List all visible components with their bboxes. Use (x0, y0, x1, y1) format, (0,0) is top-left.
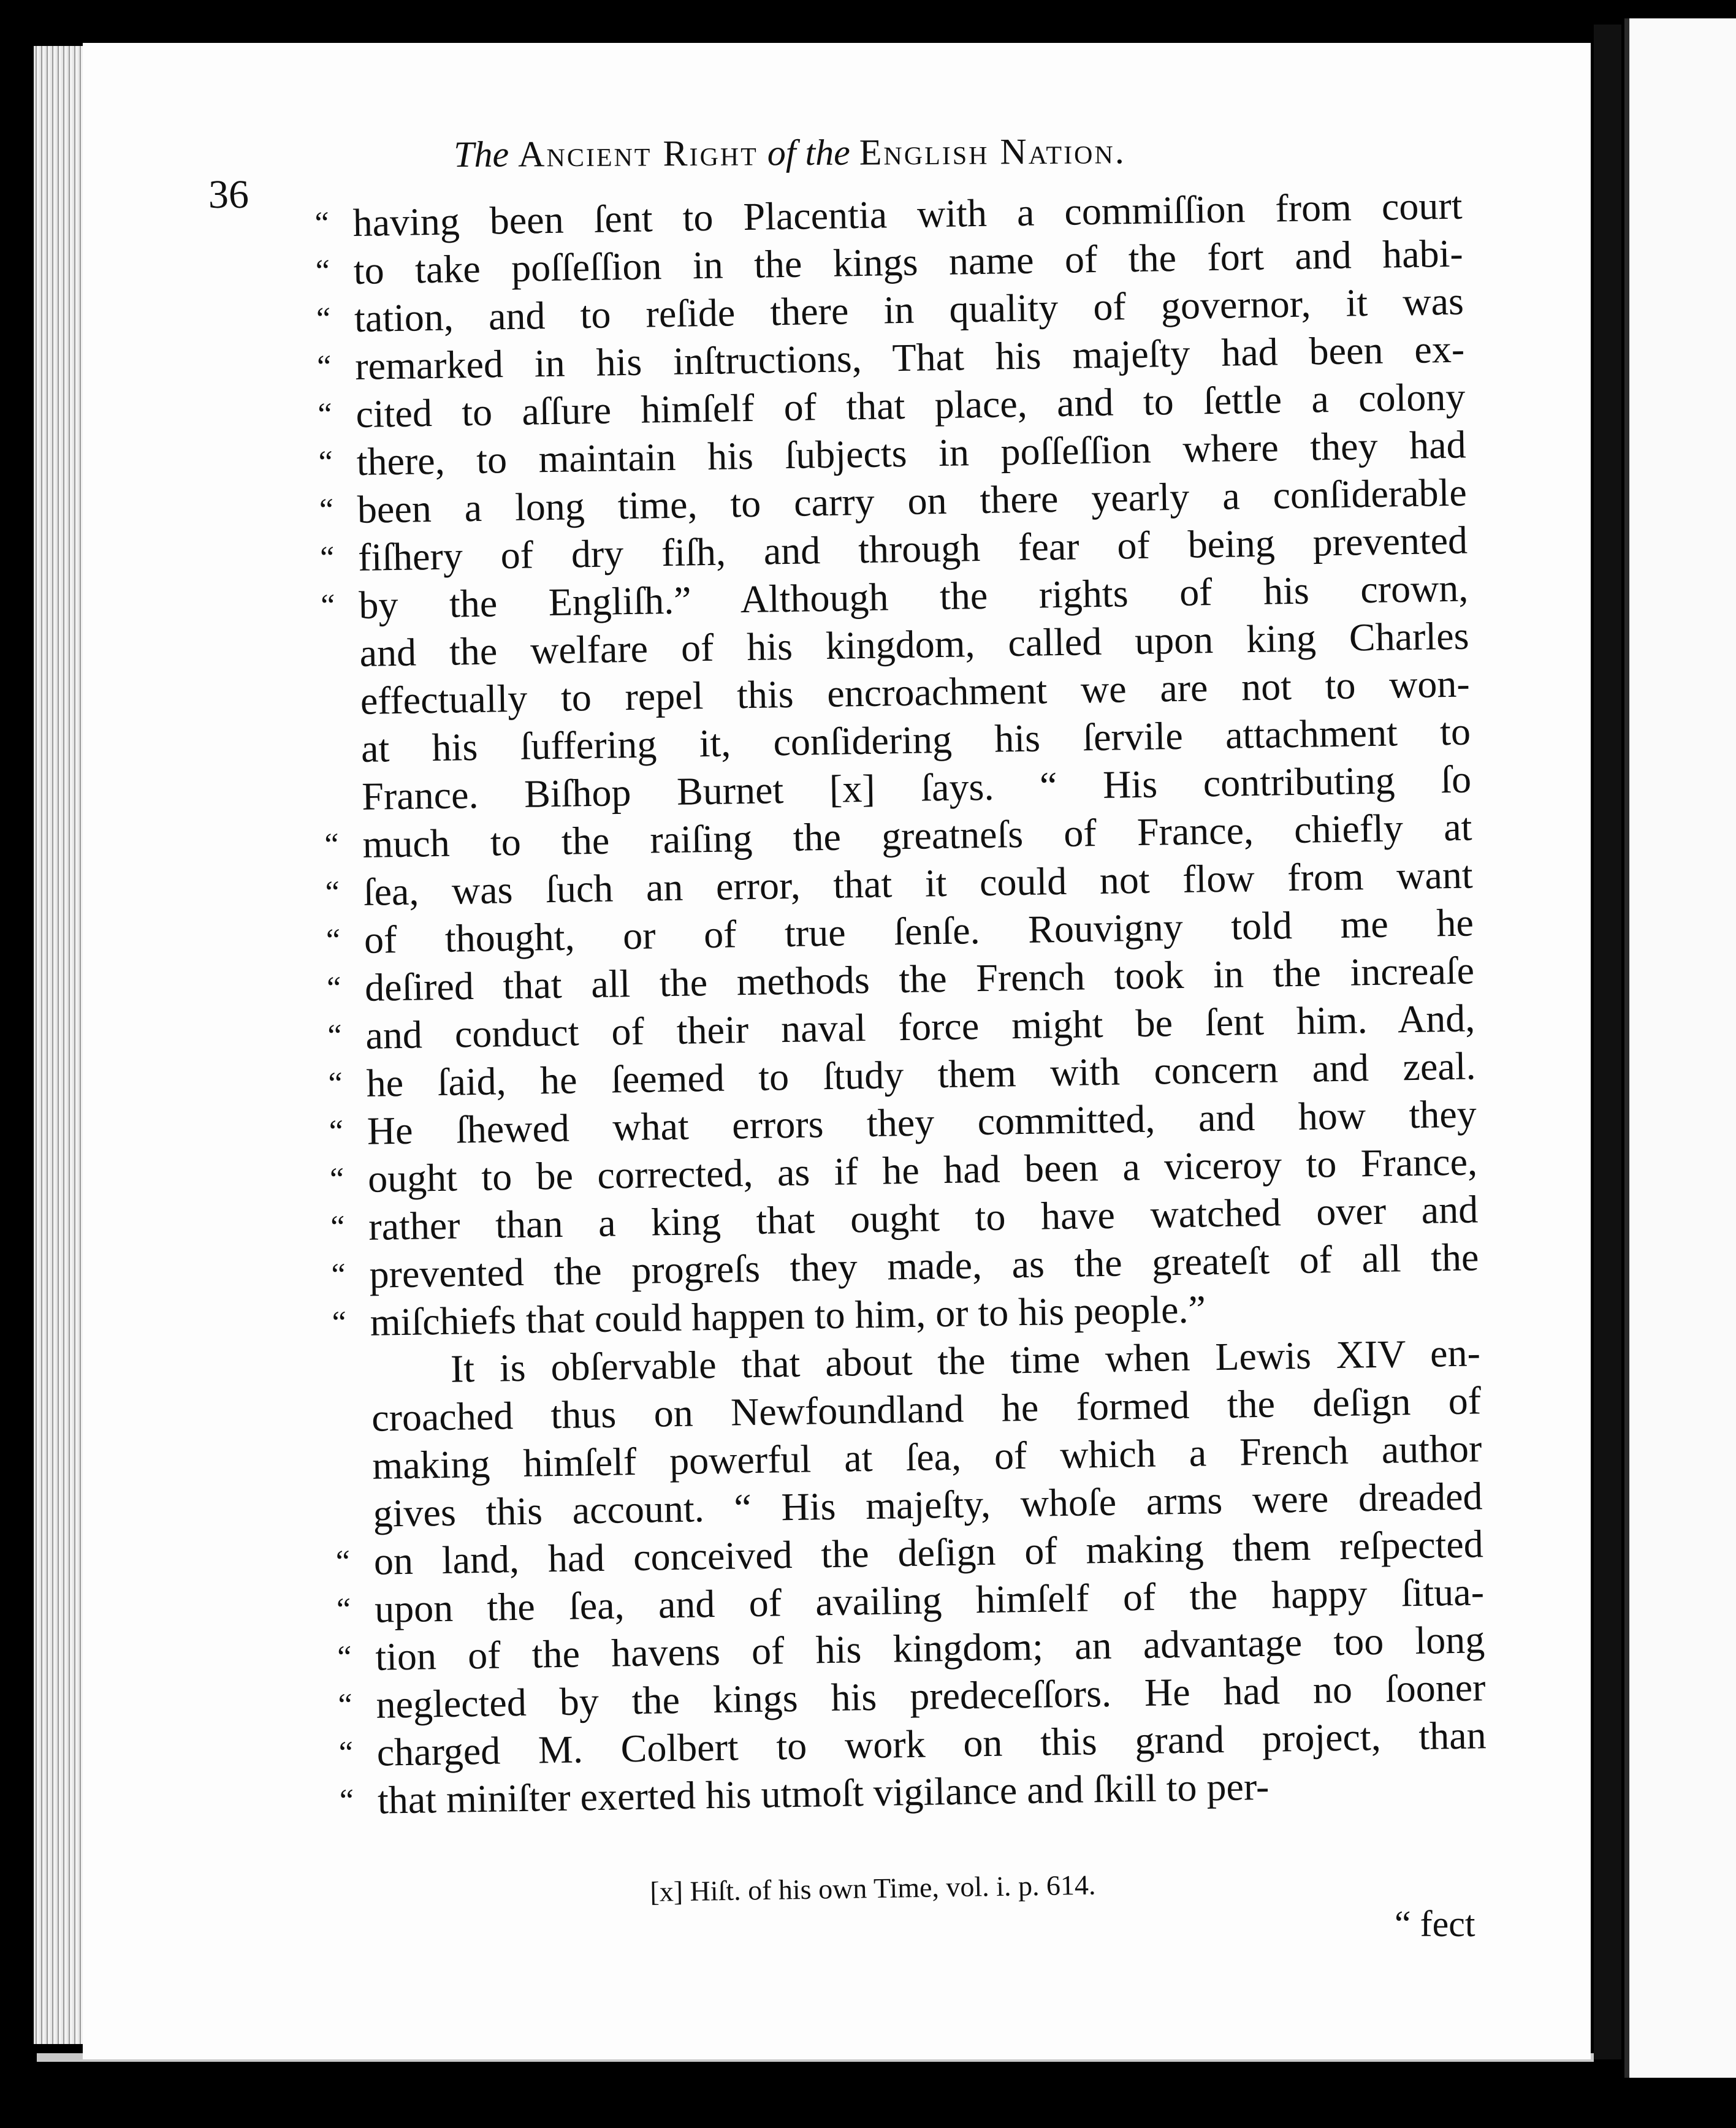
line-text: to take poſſeſſion in the kings name of the fort and habi- (353, 231, 1464, 292)
running-head-ancient-right: Ancient Right (518, 132, 758, 175)
quote-mark: “ (319, 540, 335, 576)
facing-page-edge (1624, 18, 1629, 2078)
quote-mark: “ (318, 397, 333, 432)
line-text: charged M. Colbert to work on this grand project, than (376, 1713, 1487, 1774)
quote-mark: “ (332, 1305, 347, 1340)
quote-mark: “ (329, 1161, 345, 1197)
quote-mark: “ (320, 588, 335, 623)
quote-mark: “ (338, 1687, 353, 1723)
catchword: “ fect (1395, 1904, 1475, 1944)
quote-mark: “ (330, 1209, 345, 1245)
running-head (454, 129, 1349, 176)
line-text: remarked in his inſtructions, That his majeſty had been ex- (354, 327, 1465, 388)
line-text: France. Biſhop Burnet [x] ſays. “ His contributing ſo (361, 757, 1472, 818)
line-text: having been ſent to Placentia with a commiſſion from court (352, 183, 1463, 245)
line-text: He ſhewed what errors they committed, and how they (367, 1092, 1477, 1153)
quote-mark: “ (337, 1640, 352, 1675)
line-text: ought to be corrected, as if he had been a viceroy to France, (367, 1139, 1478, 1201)
quote-mark: “ (326, 922, 341, 958)
quote-mark: “ (326, 970, 341, 1006)
running-head-the: The (454, 134, 509, 175)
page-edges (34, 46, 86, 2044)
line-text: much to the raiſing the greatneſs of France, chiefly at (362, 805, 1472, 866)
quote-mark: “ (316, 349, 332, 384)
line-text: by the Engliſh.” Although the rights of his crown, (358, 566, 1469, 627)
quote-mark: “ (315, 253, 330, 289)
line-text: tation, and to reſide there in quality of governor, it was (354, 279, 1464, 340)
line-text: gives this account. “ His majeſty, whoſe arms were dreaded (373, 1474, 1483, 1535)
line-text: making himſelf powerful at ſea, of which a French author (371, 1426, 1482, 1488)
page-number: 36 (208, 172, 249, 217)
line-text: that miniſter exerted his utmoſt vigilance and ſkill to per- (377, 1764, 1270, 1822)
line-text: prevented the progreſs they made, as the greateſt of all the (369, 1235, 1479, 1296)
quote-mark: “ (329, 1114, 344, 1149)
line-text: effectually to repel this encroachment we are not to won- (360, 661, 1471, 723)
line-text: there, to maintain his ſubjects in poſſeſſion where they had (356, 422, 1467, 484)
line-text: and conduct of their naval force might be ſent him. And, (365, 996, 1475, 1057)
line-text: he ſaid, he ſeemed to ſtudy them with concern and zeal. (366, 1044, 1476, 1105)
running-head-english-nation: English Nation. (859, 131, 1126, 173)
line-text: and the welfare of his kingdom, called upon king Charles (359, 614, 1469, 675)
quote-mark: “ (318, 444, 333, 480)
quote-mark: “ (331, 1257, 346, 1293)
quote-mark: “ (324, 827, 340, 862)
running-head-of-the: of the (767, 132, 850, 173)
line-text: croached thus on Newfoundland he formed the deſign of (371, 1378, 1482, 1440)
quote-mark: “ (319, 492, 334, 528)
line-text: It is obſervable that about the time when Lewis XIV en- (450, 1331, 1481, 1391)
line-text: fiſhery of dry fiſh, and through fear of being prevented (357, 518, 1468, 579)
line-text: cited to aſſure himſelf of that place, and to ſettle a colony (355, 374, 1466, 436)
line-text: of thought, or of true ſenſe. Rouvigny told me he (364, 900, 1474, 962)
line-text: on land, had conceived the deſign of making them reſpected (373, 1522, 1484, 1583)
line-text: miſchiefs that could happen to him, or to his people.” (370, 1287, 1206, 1344)
quote-mark: “ (328, 1066, 343, 1101)
quote-mark: “ (335, 1544, 351, 1579)
line-text: tion of the havens of his kingdom; an advantage too long (375, 1617, 1485, 1679)
quote-mark: “ (325, 875, 340, 910)
quote-mark: “ (339, 1783, 354, 1818)
line-text: upon the ſea, and of availing himſelf of the happy ſitua- (374, 1570, 1485, 1631)
facing-page (1624, 18, 1736, 2078)
quote-mark: “ (316, 301, 331, 336)
quote-mark: “ (314, 205, 330, 241)
footnote: [x] Hiſt. of his own Time, vol. i. p. 614. (650, 1869, 1096, 1907)
line-text: ſea, was ſuch an error, that it could not flow from want (363, 853, 1474, 914)
quote-mark: “ (327, 1018, 342, 1054)
line-text: neglected by the kings his predeceſſors. He had no ſooner (376, 1665, 1486, 1727)
line-text: deſired that all the methods the French took in the increaſe (364, 948, 1475, 1009)
line-text: rather than a king that ought to have watched over and (368, 1187, 1479, 1248)
book-spine-shadow (1594, 25, 1621, 2059)
line-text: at his ſuffering it, conſidering his ſervile attachment to (360, 709, 1471, 770)
line-text: been a long time, to carry on there yearly a conſiderable (357, 470, 1468, 531)
quote-mark: “ (338, 1735, 354, 1771)
body-text (314, 182, 1487, 1825)
quote-mark: “ (336, 1592, 351, 1627)
